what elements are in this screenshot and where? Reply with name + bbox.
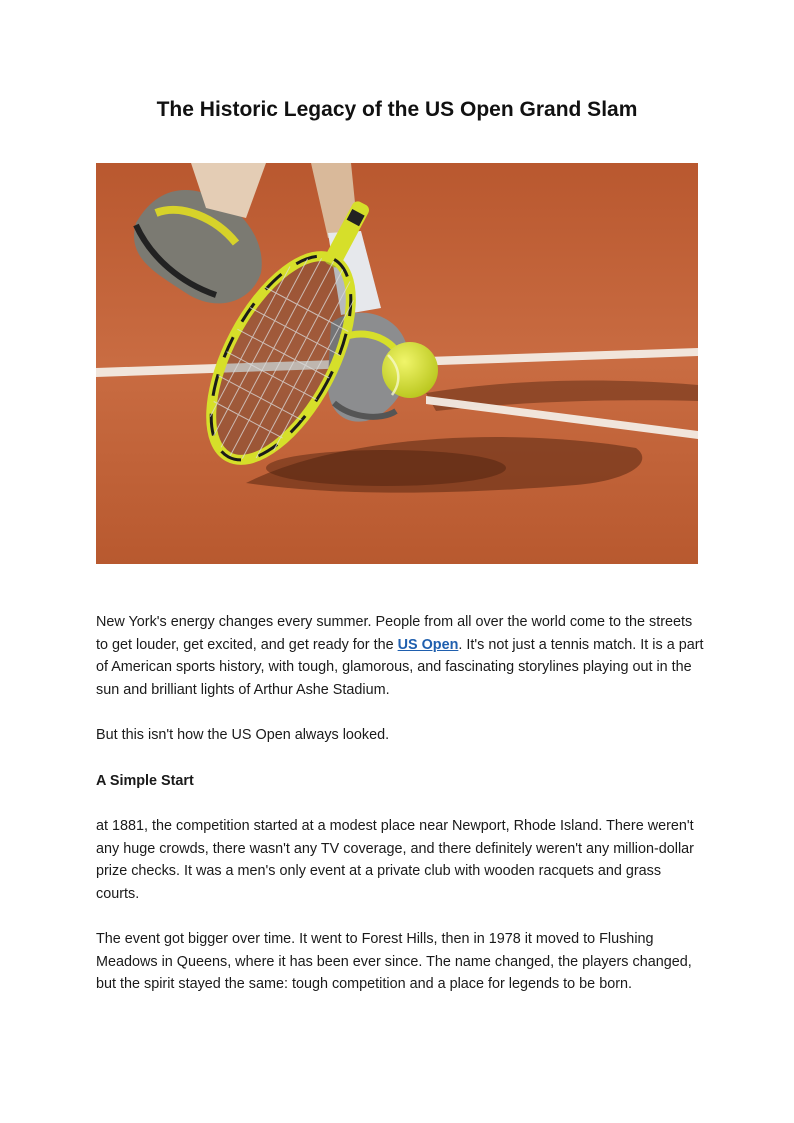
section-heading: A Simple Start — [96, 773, 194, 789]
intro-paragraph — [96, 611, 706, 701]
paragraph-3: at 1881, the competition started at a modest place near Newport, Rhode Island. There weren't any huge crowds, there wasn't any TV coverage, and there definitely weren't any million-dollar prize checks. It was a men's only event at a private club with wooden racquets and grass courts. — [96, 818, 694, 902]
intro-text-after-link: . It's not just a tennis match. It is a part of American sports history, with tough, glamorous, and fascinating storylines playing out in the sun and brilliant lights of Arthur Ashe Stadium. — [96, 636, 704, 698]
intro-text-before-link: New York's energy changes every summer. People from all over the world come to the streets to get louder, get excited, and get ready for the — [96, 614, 693, 653]
paragraph-2: But this isn't how the US Open always looked. — [96, 727, 390, 743]
paragraph-4: The event got bigger over time. It went to Forest Hills, then in 1978 it moved to Flushing Meadows in Queens, where it has been ever since. The name changed, the players changed, but the spirit stayed the same: tough competition and a place for legends to be born. — [96, 931, 692, 993]
article-title: The Historic Legacy of the US Open Grand Slam — [156, 98, 638, 121]
tennis-photo — [96, 163, 698, 564]
us-open-link[interactable]: US Open — [397, 636, 459, 653]
